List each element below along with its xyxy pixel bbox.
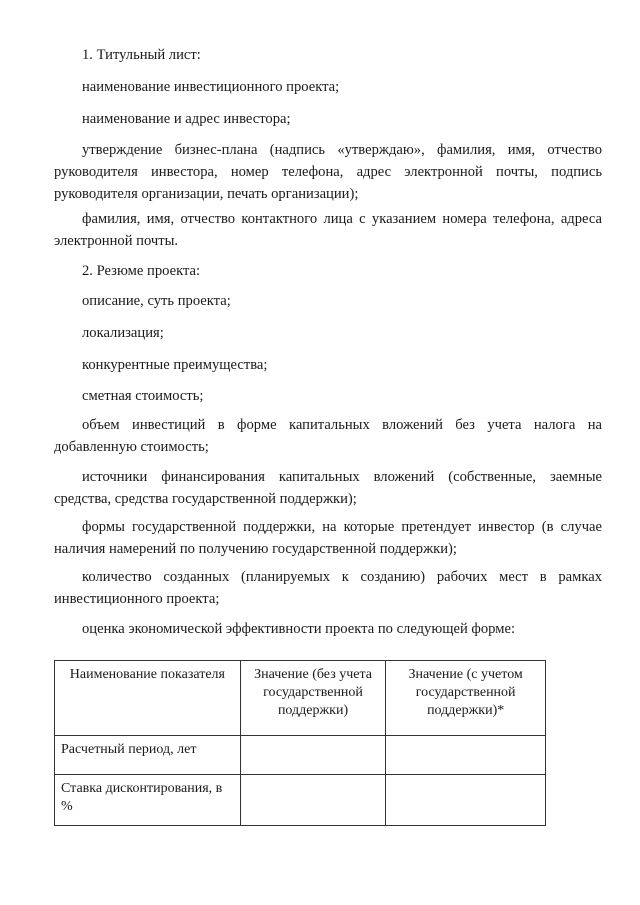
paragraph-project-name: наименование инвестиционного проекта; xyxy=(82,79,340,95)
paragraph-financing-sources: источники финансирования капитальных вложений (собственные, заемные средства, средства государственной поддержки); xyxy=(54,469,602,507)
cell-value-with-support xyxy=(386,736,546,775)
header-value-without-support: Значение (без учета государственной поддержки) xyxy=(240,661,386,736)
paragraph-plan-approval: утверждение бизнес-плана (надпись «утверждаю», фамилия, имя, отчество руководителя инвестора, номер телефона, адрес электронной почты, подпись руководителя организации, печать организации); xyxy=(54,142,602,202)
paragraph-description: описание, суть проекта; xyxy=(82,293,231,309)
header-indicator-name: Наименование показателя xyxy=(55,661,241,736)
paragraph-efficiency: оценка экономической эффективности проекта по следующей форме: xyxy=(82,621,516,637)
cell-value-without-support xyxy=(240,775,386,826)
cell-value-with-support xyxy=(386,775,546,826)
table-row xyxy=(55,736,546,775)
paragraph-advantages: конкурентные преимущества; xyxy=(82,357,268,373)
paragraph-jobs: количество созданных (планируемых к созданию) рабочих мест в рамках инвестиционного проекта; xyxy=(54,569,602,607)
paragraph-localization: локализация; xyxy=(82,325,164,341)
header-value-with-support: Значение (с учетом государственной поддержки)* xyxy=(386,661,546,736)
paragraph-estimated-cost: сметная стоимость; xyxy=(82,388,204,404)
table-row xyxy=(55,775,546,826)
cell-indicator: Расчетный период, лет xyxy=(55,736,241,775)
paragraph-investment-volume: объем инвестиций в форме капитальных вложений без учета налога на добавленную стоимость; xyxy=(54,417,602,455)
cell-indicator: Ставка дисконтирования, в % xyxy=(55,775,241,826)
section-title-title-page: 1. Титульный лист: xyxy=(82,47,201,63)
paragraph-state-support: формы государственной поддержки, на которые претендует инвестор (в случае наличия намерений по получению государственной поддержки); xyxy=(54,519,602,557)
paragraph-investor-name: наименование и адрес инвестора; xyxy=(82,111,291,127)
section-title-summary: 2. Резюме проекта: xyxy=(82,263,201,279)
paragraph-contact-person: фамилия, имя, отчество контактного лица с указанием номера телефона, адреса электронной почты. xyxy=(54,211,602,249)
table-header-row xyxy=(55,661,546,736)
cell-value-without-support xyxy=(240,736,386,775)
efficiency-table xyxy=(54,660,546,826)
